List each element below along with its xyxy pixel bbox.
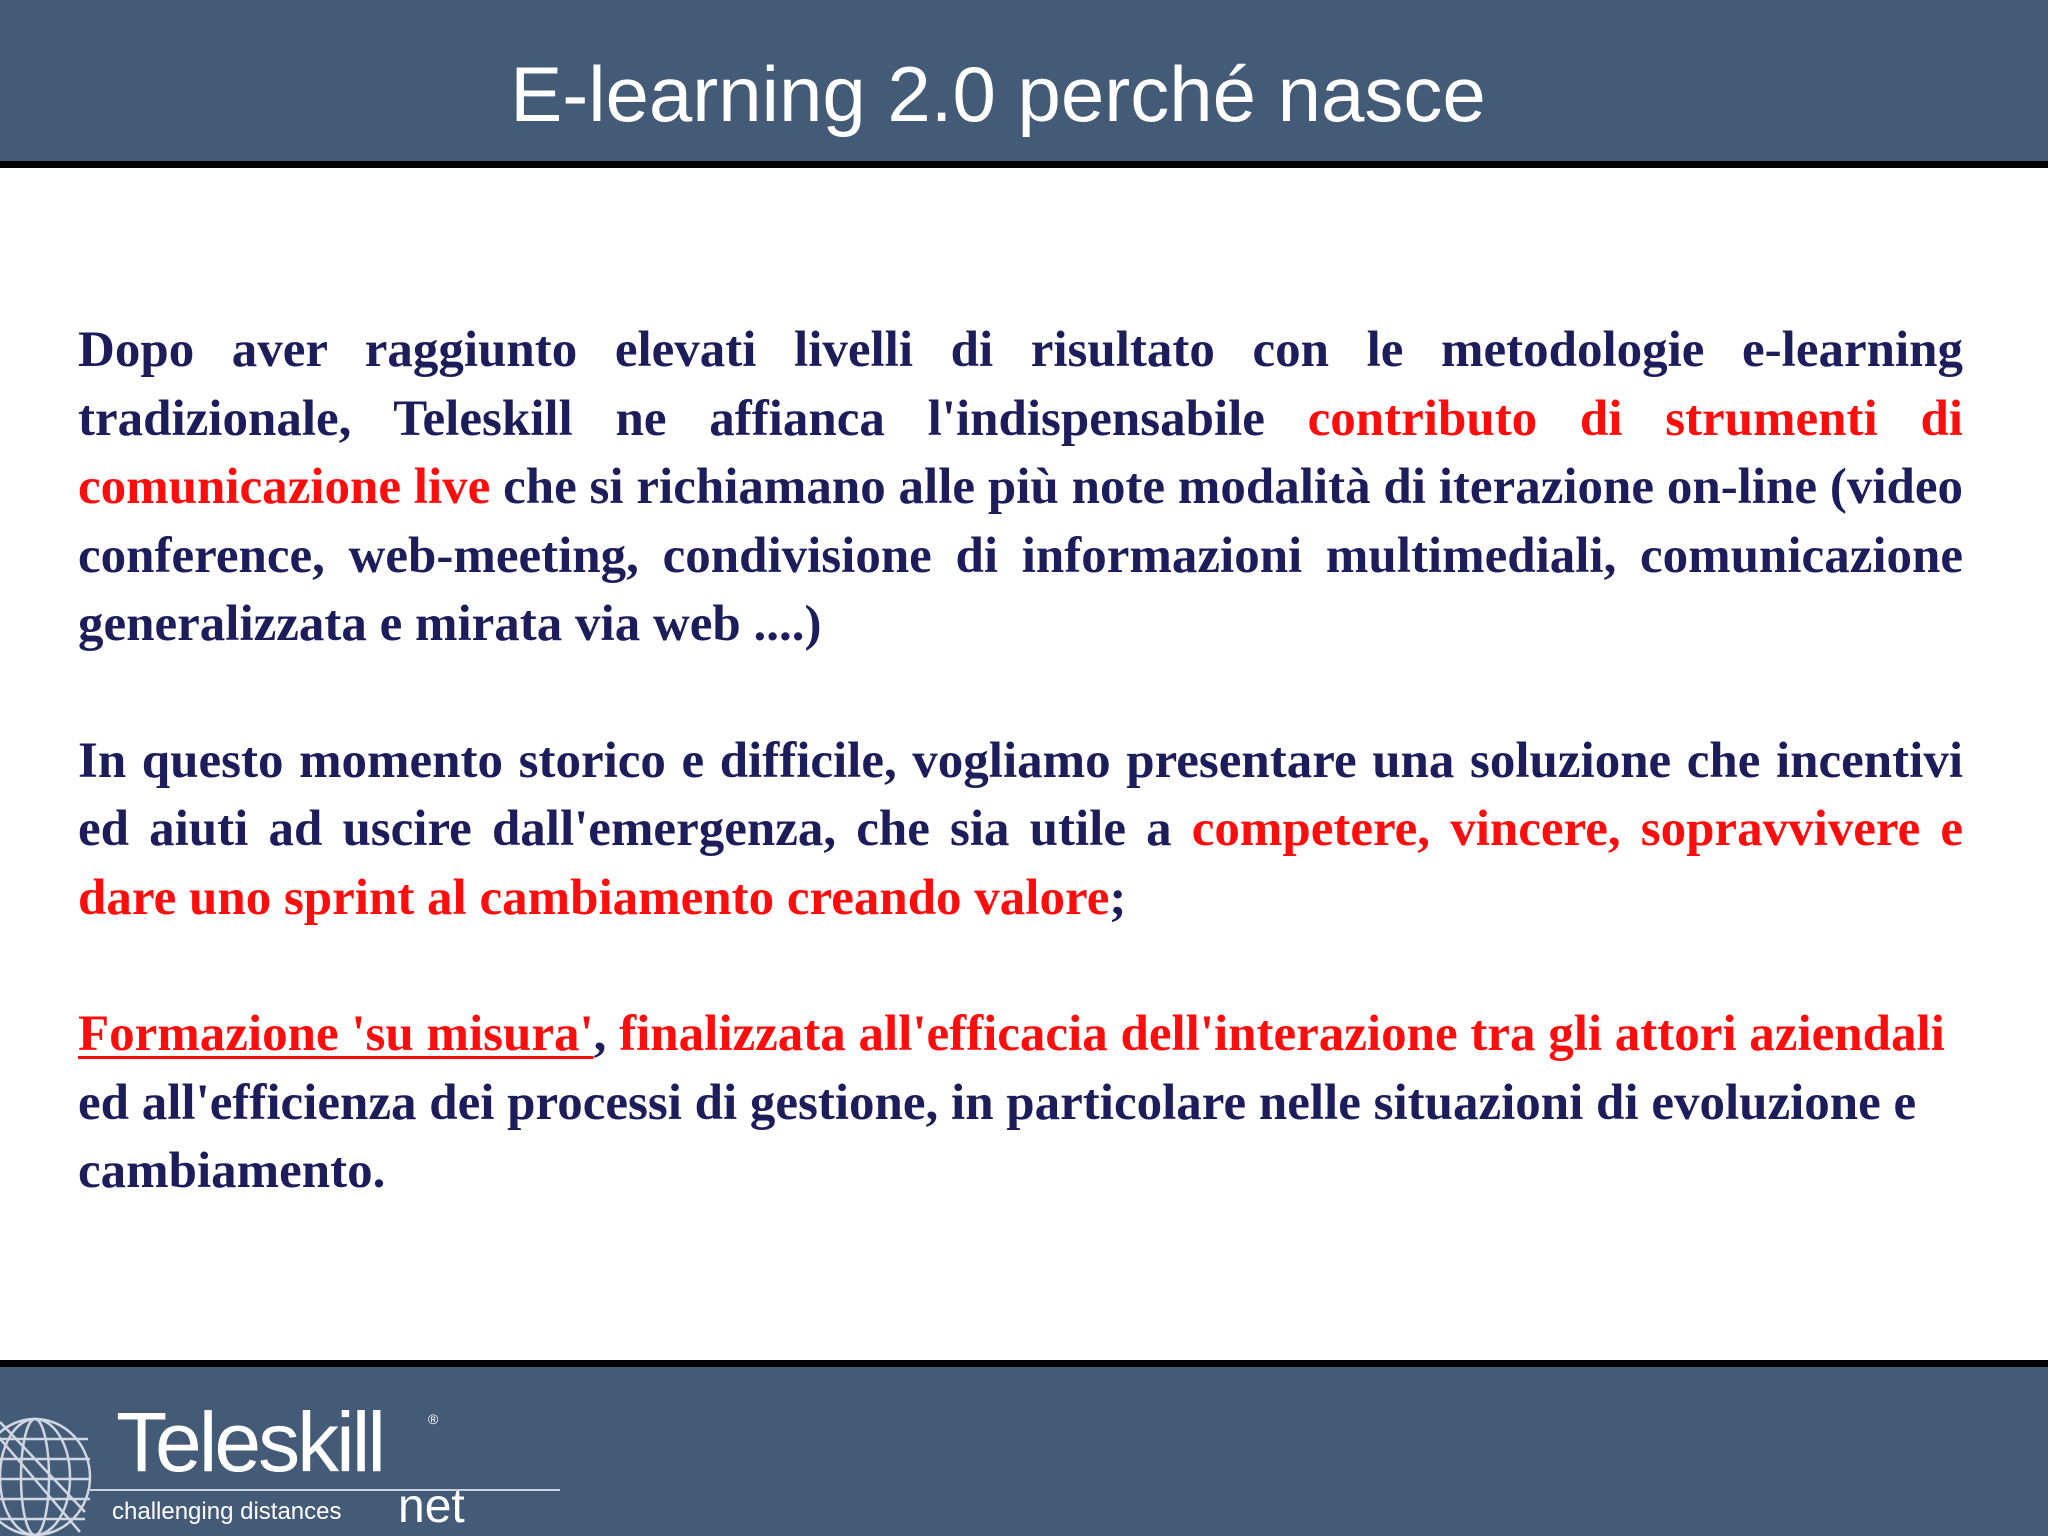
globe-icon [0,1417,95,1536]
slide-title: E-learning 2.0 perché nasce [510,50,1486,138]
highlight-text: finalizzata all'efficacia dell'interazione tra gli attori aziendali [619,1006,1945,1062]
logo-brand: Teleskill [116,1395,384,1489]
registered-mark: ® [428,1411,439,1427]
footer-bar [0,1360,2048,1536]
logo-divider [90,1489,560,1491]
logo-suffix: net [398,1480,465,1533]
paragraph-text: ed all'efficienza dei processi di gestione, in particolare nelle situazioni di evoluzione e cambiamento. [78,1074,1917,1199]
header-bar [0,0,2048,168]
paragraph-solution [78,727,1963,933]
paragraph-elearning [78,316,1963,659]
paragraph-text: Dopo aver raggiunto elevati livelli di risultato con le metodologie e-learning tradizionale, Teleskill ne affianca l'indispensabile [78,322,1963,447]
highlight-text: competere, vincere, sopravvivere e dare uno sprint al cambiamento creando valore [78,801,1963,926]
highlight-text: contributo di strumenti di comunicazione live [78,390,1963,515]
slide-body [78,316,1963,1206]
paragraph-text: ; [1109,869,1127,926]
paragraph-text: , [593,1006,620,1062]
paragraph-text: In questo momento storico e difficile, vogliamo presentare una soluzione che incentivi ed aiuti ad uscire dall'emergenza, che sia utile a [78,732,1963,857]
underlined-highlight-text: Formazione 'su misura' [78,1006,594,1062]
paragraph-text: che si richiamano alle più note modalità di iterazione on-line (video conference, web-meeting, condivisione di informazioni multimediali, comunicazione generalizzata e mirata via web ....) [78,459,1963,652]
paragraph-training [78,1000,1963,1206]
teleskill-logo [0,1367,580,1536]
logo-tagline: challenging distances [112,1498,342,1525]
